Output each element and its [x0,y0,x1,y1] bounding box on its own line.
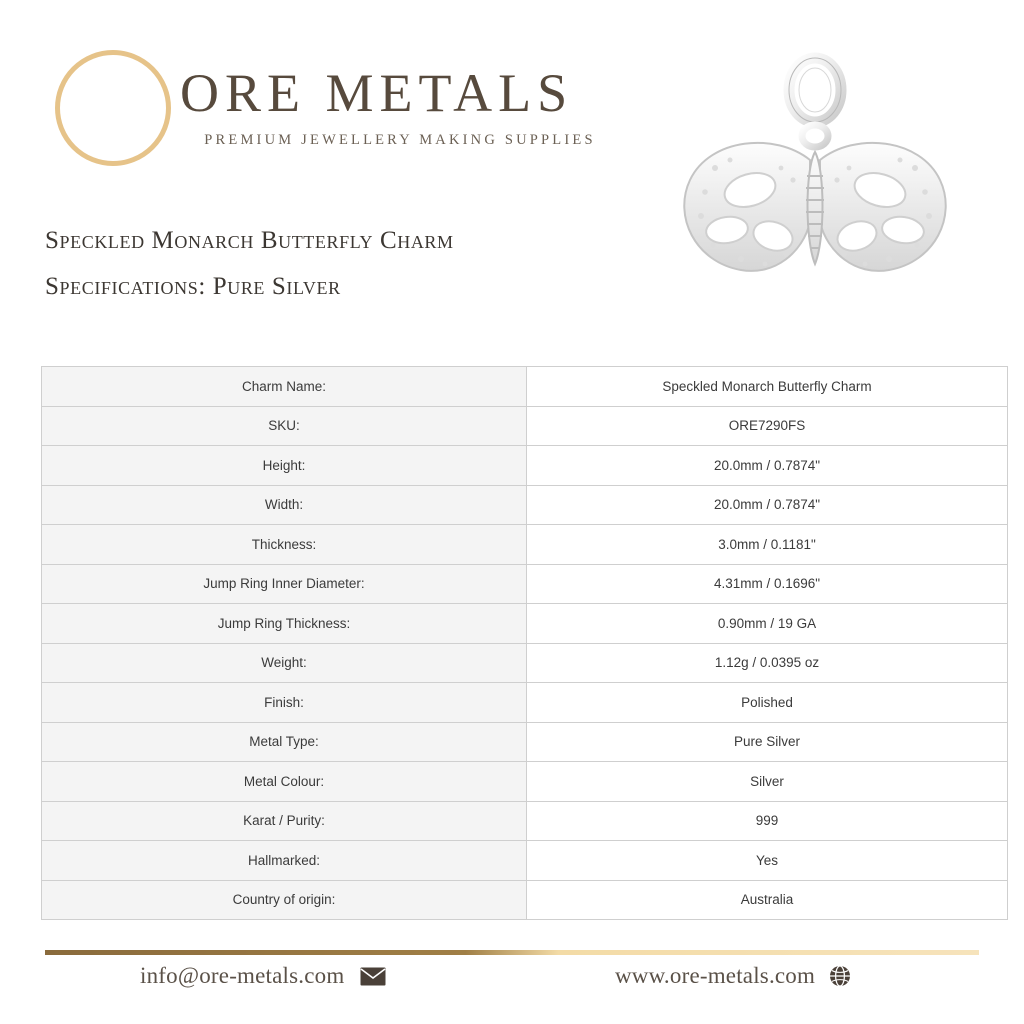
table-row [42,367,1008,407]
brand-name: ORE METALS [180,63,574,123]
specification-table [41,366,1008,920]
spec-value: Yes [527,841,1008,881]
globe-icon [829,965,851,987]
brand-tagline: PREMIUM JEWELLERY MAKING SUPPLIES [204,132,596,148]
spec-label: Metal Colour: [42,762,527,802]
specification-table-body [42,367,1008,920]
product-image [655,40,975,330]
spec-value: 3.0mm / 0.1181" [527,525,1008,565]
spec-value: 20.0mm / 0.7874" [527,446,1008,486]
table-row [42,762,1008,802]
spec-value: ORE7290FS [527,406,1008,446]
spec-label: Thickness: [42,525,527,565]
spec-value: Speckled Monarch Butterfly Charm [527,367,1008,407]
spec-label: Karat / Purity: [42,801,527,841]
table-row [42,880,1008,920]
page-subtitle: Specifications: Pure Silver [45,273,341,300]
brand-logo-text [180,64,620,149]
circle-ring-icon [55,50,171,166]
table-row [42,446,1008,486]
spec-value: Silver [527,762,1008,802]
document-header [0,0,1024,350]
footer-email-group[interactable] [140,963,386,989]
envelope-icon [360,967,386,986]
footer-email[interactable]: info@ore-metals.com [140,963,345,988]
spec-label: Charm Name: [42,367,527,407]
table-row [42,406,1008,446]
spec-label: SKU: [42,406,527,446]
spec-value: 1.12g / 0.0395 oz [527,643,1008,683]
table-row [42,485,1008,525]
table-row [42,801,1008,841]
table-row [42,722,1008,762]
spec-label: Height: [42,446,527,486]
table-row [42,841,1008,881]
brand-logo [50,38,630,178]
document-footer [45,955,979,1015]
spec-value: 4.31mm / 0.1696" [527,564,1008,604]
table-row [42,604,1008,644]
spec-label: Jump Ring Thickness: [42,604,527,644]
spec-value: 999 [527,801,1008,841]
footer-website[interactable]: www.ore-metals.com [615,963,816,988]
spec-value: 0.90mm / 19 GA [527,604,1008,644]
spec-value: Australia [527,880,1008,920]
spec-label: Finish: [42,683,527,723]
table-row [42,525,1008,565]
spec-label: Hallmarked: [42,841,527,881]
spec-value: Pure Silver [527,722,1008,762]
spec-label: Country of origin: [42,880,527,920]
spec-label: Metal Type: [42,722,527,762]
spec-value: Polished [527,683,1008,723]
document-title-block [45,218,665,310]
spec-label: Weight: [42,643,527,683]
table-row [42,683,1008,723]
spec-label: Jump Ring Inner Diameter: [42,564,527,604]
footer-website-group[interactable] [615,963,851,989]
spec-label: Width: [42,485,527,525]
table-row [42,643,1008,683]
table-row [42,564,1008,604]
page-title: Speckled Monarch Butterfly Charm [45,227,454,254]
spec-value: 20.0mm / 0.7874" [527,485,1008,525]
